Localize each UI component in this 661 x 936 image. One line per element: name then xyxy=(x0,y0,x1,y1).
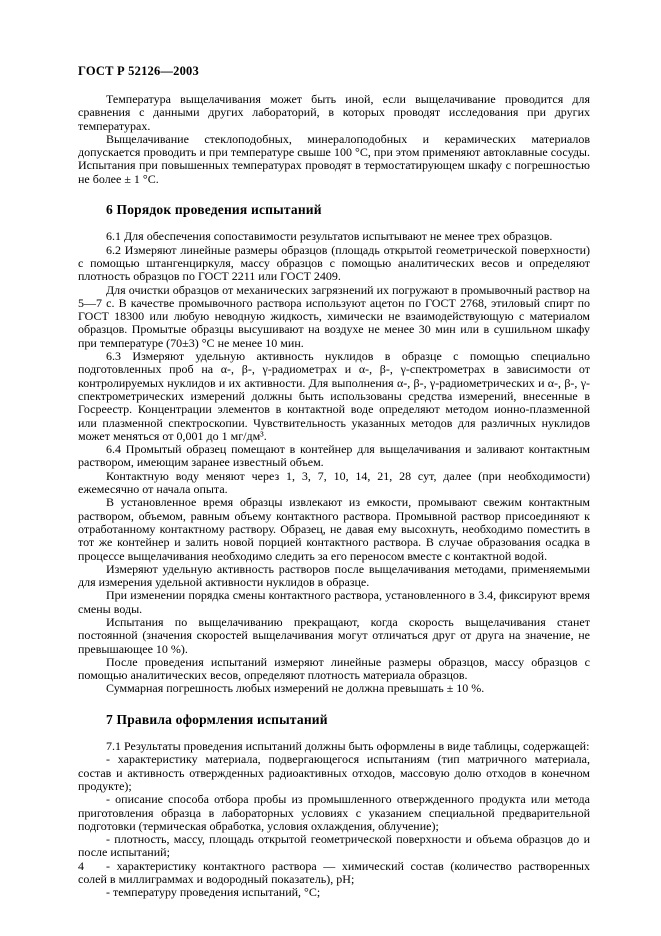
paragraph: Выщелачивание стеклоподобных, минералоподобных и керамических материалов допускается проводить и при температуре свыше 100 °С, при этом применяют автоклавные сосуды. Испытания при повышенных температурах проводят в термостатирующем шкафу с погрешностью не более ± 1 °С. xyxy=(78,131,590,186)
document-header: ГОСТ Р 52126—2003 xyxy=(78,64,199,78)
paragraph: 6.3 Измеряют удельную активность нуклидов в образце с помощью специально подготовленных проб на α-, β-, γ-радиометрах и α-, β-, γ-спектрометрах в зависимости от контролируемых нуклидов и их активности. Для выполнения α-, β-, γ-радиометрических и α-, β-, γ-спектрометрических измерений должны быть использованы средства измерений, внесенные в Госреестр. Концентрации элементов в контактной воде определяют методом ионно-плазменной или плазменной спектроскопии. Чувствительность указанных методов для различных нуклидов может меняться от 0,001 до 1 мг/дм³. xyxy=(78,349,590,443)
section-7-title: 7 Правила оформления испытаний xyxy=(106,711,328,727)
list-item: - характеристику контактного раствора — химический состав (количество растворенных солей в миллиграммах и водородный показатель), pH; xyxy=(78,858,590,887)
list-item: - плотность, массу, площадь открытой геометрической поверхности и объема образцов до и после испытаний; xyxy=(78,832,590,860)
section-6-title: 6 Порядок проведения испытаний xyxy=(106,202,322,218)
paragraph: После проведения испытаний измеряют линейные размеры образцов, массу образцов с помощью аналитических весов, определяют плотность материала образцов. xyxy=(78,654,590,683)
paragraph: Измеряют удельную активность растворов после выщелачивания методами, применяемыми для измерения удельной активности нуклидов в образце. xyxy=(78,561,590,590)
paragraph: Температура выщелачивания может быть иной, если выщелачивание проводится для сравнения с данными других лабораторий, в которых проводят исследования при других температурах. xyxy=(78,92,590,133)
paragraph: В установленное время образцы извлекают из емкости, промывают свежим контактным раствором, объемом, равным объему контактного раствора. Промывной раствор присоединяют к отработанному контактному раствору. Образец, не давая ему высохнуть, необходимо поместить в тот же контейнер и залить новой порцией контактного раствора. В случае образования осадка в процессе выщелачивания необходимо следить за его переносом вместе с контактной водой. xyxy=(78,495,590,563)
paragraph: 7.1 Результаты проведения испытаний должны быть оформлены в виде таблицы, содержащей: xyxy=(106,739,590,754)
paragraph: Испытания по выщелачиванию прекращают, когда скорость выщелачивания станет постоянной (значения скоростей выщелачивания могут отличаться друг от друга на значение, не превышающее 10 %). xyxy=(78,614,590,656)
page-number: 4 xyxy=(78,859,84,873)
document-body xyxy=(78,93,590,900)
list-item: - характеристику материала, подвергающегося испытаниям (тип матричного материала, состав и активность отвержденных радиоактивных отходов, массовую долю отходов в конечном продукте); xyxy=(78,752,590,793)
paragraph: 6.2 Измеряют линейные размеры образцов (площадь открытой геометрической поверхности) с помощью штангенциркуля, массу образцов с помощью аналитических весов и определяют плотность образцов по ГОСТ 2211 или ГОСТ 2409. xyxy=(78,242,590,284)
list-item: - описание способа отбора пробы из промышленного отвержденного продукта или метода приготовления образца в лабораторных условиях с указанием специальной предварительной подготовки (термическая обработка, условия охлаждения, облучение); xyxy=(78,792,590,833)
paragraph: При изменении порядка смены контактного раствора, установленного в 3.4, фиксируют время смены воды. xyxy=(78,588,590,616)
paragraph: 6.4 Промытый образец помещают в контейнер для выщелачивания и заливают контактным раствором, имеющим заранее известный объем. xyxy=(78,442,590,470)
paragraph: Для очистки образцов от механических загрязнений их погружают в промывочный раствор на 5—7 с. В качестве промывочного раствора используют ацетон по ГОСТ 2768, этиловый спирт по ГОСТ 18300 или любую неводную жидкость, химически не взаимодействующую с материалом образцов. Промытые образцы высушивают на воздухе не менее 30 мин или в сушильном шкафу при температуре (70±3) °С не менее 10 мин. xyxy=(78,282,590,350)
paragraph: Контактную воду меняют через 1, 3, 7, 10, 14, 21, 28 сут, далее (при необходимости) ежемесячно от начала опыта. xyxy=(78,468,590,497)
paragraph: 6.1 Для обеспечения сопоставимости результатов испытывают не менее трех образцов. xyxy=(106,229,553,244)
paragraph: Суммарная погрешность любых измерений не должна превышать ± 10 %. xyxy=(106,681,485,696)
list-item: - температуру проведения испытаний, °С; xyxy=(106,885,321,900)
